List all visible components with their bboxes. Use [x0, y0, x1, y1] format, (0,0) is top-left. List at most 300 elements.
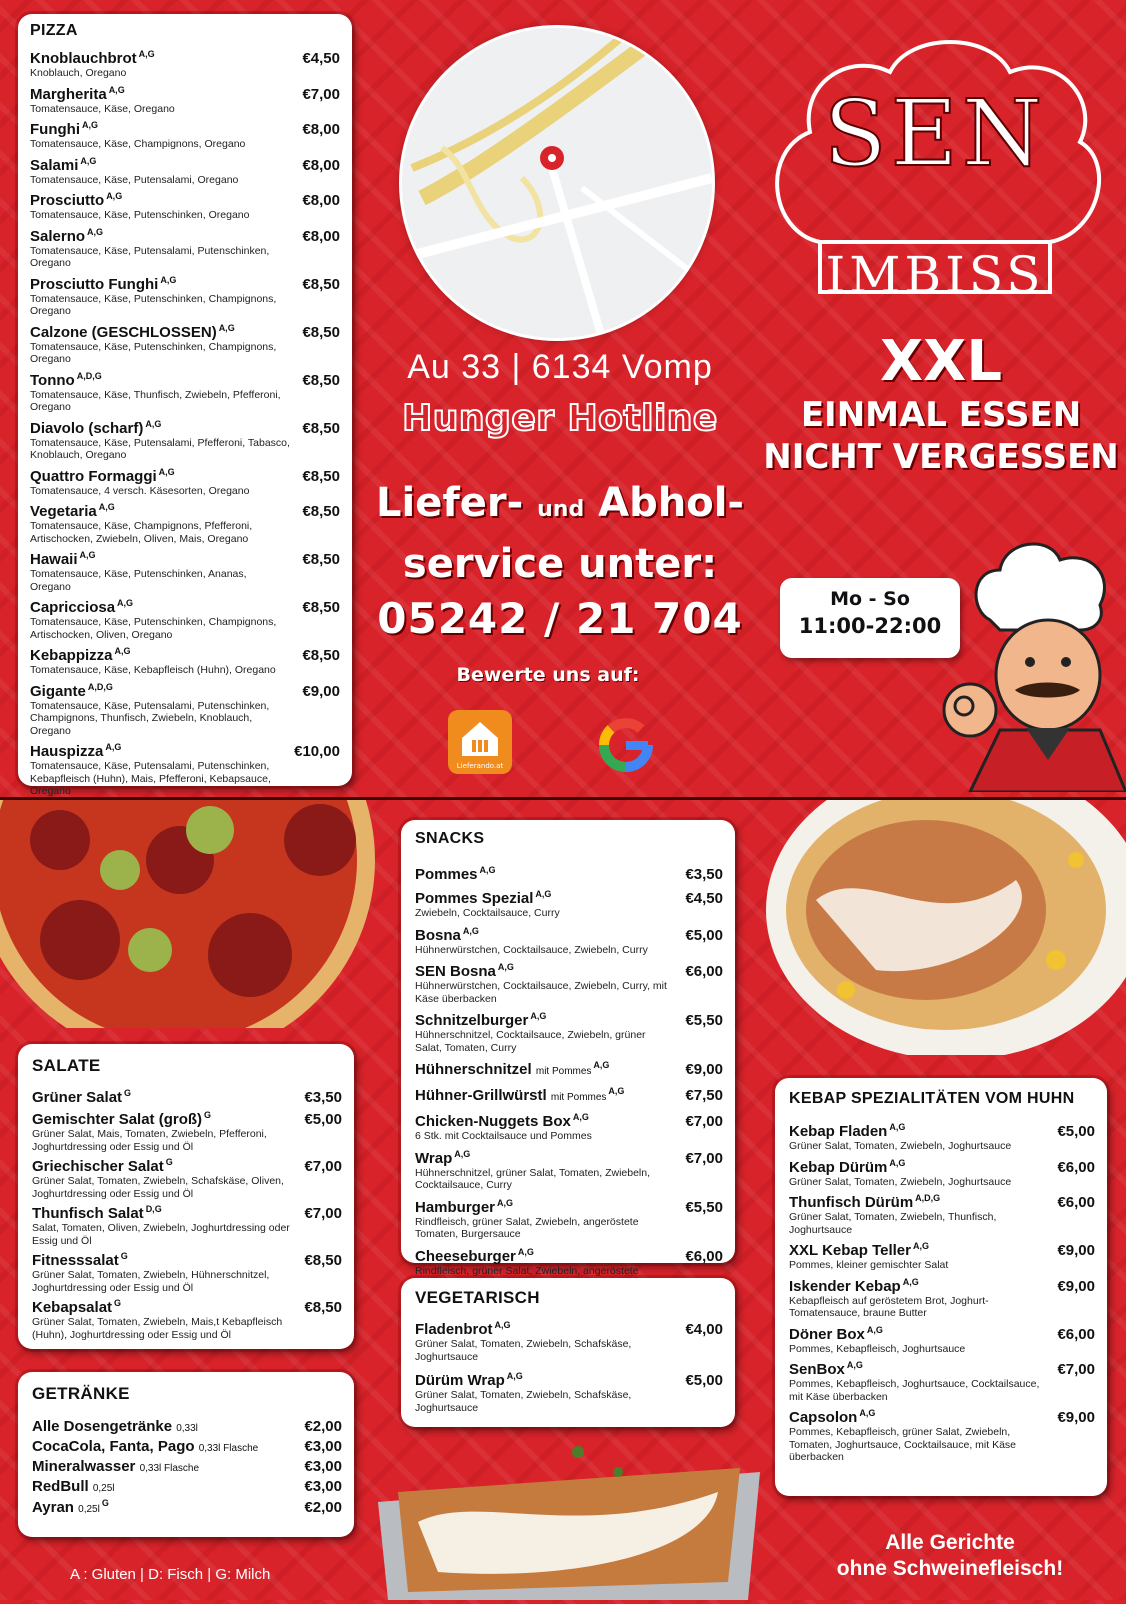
menu-item — [789, 1325, 1095, 1356]
menu-item-allergens: A,G — [889, 1157, 906, 1168]
menu-item-name — [32, 1498, 109, 1516]
salate-menu-card — [18, 1044, 354, 1349]
menu-item — [30, 547, 340, 593]
no-pork-note — [800, 1530, 1100, 1582]
menu-item — [415, 1195, 723, 1241]
menu-item-name-text: CocaCola, Fanta, Pago — [32, 1438, 195, 1455]
menu-item-price: €8,50 — [302, 323, 340, 341]
menu-item — [789, 1158, 1095, 1189]
menu-item-allergens: A,G — [859, 1408, 876, 1418]
pizza-photo — [0, 800, 380, 1028]
menu-item-description: Salat, Tomaten, Oliven, Zwiebeln, Joghurtdressing oder Essig und Öl — [32, 1222, 290, 1247]
logo-name: SEN — [823, 80, 1047, 187]
menu-item-price: €4,50 — [302, 50, 340, 67]
menu-item-description: Knoblauch, Oregano — [30, 67, 127, 79]
menu-item-allergens: A,G — [87, 226, 104, 237]
menu-item-name — [30, 368, 102, 389]
menu-item-allergens: A,G — [530, 1011, 547, 1021]
menu-item-allergens: A,D,G — [87, 681, 113, 692]
menu-item-name — [30, 117, 98, 138]
menu-item-name-text: Dürüm Wrap — [415, 1372, 505, 1389]
pizza-photo-graphic — [0, 800, 380, 1028]
menu-item-name — [789, 1241, 929, 1259]
menu-item — [32, 1458, 342, 1475]
menu-item-allergens: G — [165, 1157, 173, 1167]
menu-item-name — [32, 1110, 211, 1128]
menu-item-name-text: SenBox — [789, 1361, 845, 1378]
menu-item — [30, 679, 340, 738]
menu-item-name-text: Bosna — [415, 926, 461, 944]
menu-item — [32, 1478, 342, 1495]
menu-item-allergens: G — [124, 1088, 132, 1098]
menu-item-description: Grüner Salat, Tomaten, Zwiebeln, Schafskäse, Joghurtsauce — [415, 1338, 632, 1363]
menu-item — [32, 1438, 342, 1455]
opening-days: Mo - So — [830, 588, 910, 610]
menu-item-name-text: Kebappizza — [30, 647, 113, 664]
menu-item-name-text: Knoblauchbrot — [30, 50, 137, 67]
menu-item-description: Tomatensauce, Käse, Putenschinken, Oregano — [30, 209, 250, 221]
menu-item-price: €6,00 — [685, 1247, 723, 1265]
menu-item-price: €6,00 — [1057, 1325, 1095, 1343]
no-pork-line2: ohne Schweinefleisch! — [836, 1557, 1064, 1580]
service-abhol: Abhol- — [598, 480, 744, 526]
menu-item-note: mit Pommes — [550, 1092, 607, 1103]
kebap-plate-photo — [756, 800, 1126, 1055]
menu-item-price: €7,00 — [685, 1113, 723, 1130]
menu-item-name — [32, 1478, 115, 1495]
menu-item-name-text: Funghi — [30, 121, 80, 138]
menu-item-price: €9,00 — [302, 682, 340, 700]
getraenke-menu-card — [18, 1372, 354, 1537]
doener-box-photo — [378, 1432, 760, 1600]
menu-item-description: Tomatensauce, Käse, Putenschinken, Ananas, Oregano — [30, 568, 247, 593]
menu-item-name-text: Hamburger — [415, 1198, 496, 1216]
menu-item-allergens: G — [204, 1110, 212, 1120]
menu-item-name — [30, 82, 125, 103]
menu-item-name — [30, 643, 131, 664]
menu-item-price: €7,00 — [1057, 1361, 1095, 1378]
logo-sub: IMBISS — [825, 246, 1045, 304]
google-icon[interactable] — [594, 713, 658, 777]
snacks-menu-card — [401, 820, 735, 1277]
menu-item-allergens: A,G — [846, 1360, 863, 1370]
menu-item-name — [415, 1371, 523, 1389]
menu-item-allergens: A,G — [79, 550, 96, 560]
menu-item-description: Zwiebeln, Cocktailsauce, Curry — [415, 907, 560, 919]
snacks-list — [415, 862, 723, 1290]
menu-item-name — [30, 272, 176, 293]
google-g-graphic — [594, 713, 658, 777]
menu-item-allergens: A,G — [494, 1320, 511, 1330]
menu-item-description: Tomatensauce, Käse, Putensalami, Pfefferoni, Tabasco, Knoblauch, Oregano — [30, 436, 290, 461]
menu-item — [30, 368, 340, 414]
menu-item — [30, 188, 340, 222]
vegetarisch-title: VEGETARISCH — [415, 1288, 540, 1307]
menu-item — [30, 643, 340, 677]
menu-item-description: Tomatensauce, Käse, Putensalami, Putenschinken, Champignons, Thunfisch, Zwiebeln, Knoblauch, Oregano — [30, 699, 270, 737]
menu-item-name — [30, 464, 175, 485]
menu-item-name — [415, 959, 514, 980]
menu-item-price: €3,00 — [304, 1438, 342, 1455]
menu-item-name-text: Pommes Spezial — [415, 890, 534, 907]
menu-item-description: Rindfleisch, grüner Salat, Zwiebeln, angeröstete Tomaten, Burgersauce — [415, 1215, 639, 1240]
menu-item-note: 0,25l — [92, 1483, 115, 1494]
doener-box-graphic — [378, 1432, 760, 1600]
menu-item-name-text: Thunfisch Dürüm — [789, 1194, 914, 1211]
menu-item-price: €3,00 — [304, 1458, 342, 1475]
menu-item-description: Kebapfleisch auf geröstetem Brot, Joghurt-Tomatensauce, braune Butter — [789, 1294, 989, 1319]
pizza-menu-card — [18, 14, 352, 797]
menu-item-allergens: A,G — [913, 1241, 930, 1251]
menu-item-price: €6,00 — [1057, 1194, 1095, 1211]
menu-item-price: €2,00 — [304, 1418, 342, 1435]
menu-item-name — [415, 1109, 589, 1130]
menu-item-name — [30, 416, 161, 437]
menu-item — [415, 1057, 723, 1080]
menu-item-allergens: A,G — [902, 1276, 919, 1287]
menu-item-price: €7,00 — [304, 1158, 342, 1175]
opening-time: 11:00-22:00 — [798, 614, 942, 638]
menu-item-allergens: A,G — [497, 1197, 514, 1208]
menu-item-allergens: A,G — [479, 865, 496, 875]
menu-item — [415, 959, 723, 1005]
menu-item-allergens: A,G — [145, 418, 162, 429]
menu-item-description: Tomatensauce, Käse, Putensalami, Oregano — [30, 173, 239, 186]
menu-item-price: €7,00 — [304, 1205, 342, 1222]
menu-item-description: Hühnerwürstchen, Cocktailsauce, Zwiebeln, Curry, mit Käse überbacken — [415, 980, 667, 1005]
menu-item-price: €7,50 — [685, 1087, 723, 1104]
menu-item — [32, 1251, 342, 1294]
menu-item-allergens: A,D,G — [915, 1193, 941, 1203]
menu-item-name-text: Fladenbrot — [415, 1321, 493, 1338]
phone-number[interactable]: 05242 / 21 704 — [377, 594, 743, 643]
menu-item-description: Tomatensauce, Käse, Champignons, Pfefferoni, Artischocken, Zwiebeln, Oliven, Mais, Oregano — [30, 520, 253, 545]
menu-item-name-text: Iskender Kebap — [789, 1277, 901, 1295]
menu-item-name — [415, 923, 479, 944]
rate-us-label: Bewerte uns auf: — [456, 664, 640, 686]
menu-item — [30, 595, 340, 641]
menu-item — [30, 117, 340, 151]
menu-item-allergens: A,G — [108, 84, 125, 95]
menu-item-allergens: A,G — [106, 191, 123, 201]
menu-item — [30, 82, 340, 116]
menu-item-price: €6,00 — [1057, 1158, 1095, 1176]
menu-item — [789, 1241, 1095, 1272]
menu-item — [789, 1408, 1095, 1464]
menu-item-price: €10,00 — [294, 743, 340, 760]
menu-item-name-text: Fitnesssalat — [32, 1252, 119, 1269]
menu-item-name — [415, 1320, 511, 1338]
menu-item-name — [32, 1157, 173, 1175]
menu-item-name-text: Chicken-Nuggets Box — [415, 1113, 571, 1130]
menu-item-name — [32, 1298, 121, 1316]
menu-item-price: €8,00 — [302, 156, 340, 174]
menu-item-name — [32, 1438, 258, 1455]
menu-item-price: €5,00 — [685, 926, 723, 944]
menu-item-price: €5,50 — [685, 1012, 723, 1029]
menu-item-allergens: A,G — [138, 49, 155, 59]
chef-mascot-icon — [930, 530, 1126, 792]
menu-item-allergens: A,G — [608, 1086, 625, 1096]
menu-item-allergens: A,G — [462, 925, 479, 936]
menu-item-description: Tomatensauce, Käse, Putenschinken, Champignons, Oregano — [30, 292, 277, 317]
menu-item-description: Tomatensauce, Käse, Kebapfleisch (Huhn), Oregano — [30, 664, 276, 676]
menu-item — [30, 272, 340, 318]
lieferando-icon[interactable] — [448, 710, 512, 774]
menu-item-price: €8,50 — [302, 599, 340, 616]
menu-item-note: 0,33l Flasche — [198, 1443, 259, 1454]
menu-item-name-text: Alle Dosengetränke — [32, 1418, 173, 1435]
menu-item-price: €2,00 — [304, 1499, 342, 1516]
menu-item-allergens: G — [101, 1498, 109, 1508]
menu-item-allergens: A,G — [160, 274, 177, 285]
menu-item-name — [30, 153, 96, 174]
menu-item — [415, 862, 723, 883]
menu-item-name-text: Gemischter Salat (groß) — [32, 1111, 203, 1128]
menu-item-name-text: Wrap — [415, 1149, 453, 1167]
service-liefer: Liefer- — [376, 480, 524, 526]
menu-item-name-text: Capricciosa — [30, 599, 116, 616]
hunger-hotline-heading: Hunger Hotline — [402, 398, 718, 439]
menu-item-name-text: Hawaii — [30, 551, 78, 568]
menu-item-name — [415, 1083, 624, 1106]
kebap-plate-graphic — [756, 800, 1126, 1055]
menu-item-allergens: A,G — [572, 1112, 589, 1122]
menu-item-allergens: A,G — [593, 1060, 610, 1070]
menu-item-description: 6 Stk. mit Cocktailsauce und Pommes — [415, 1130, 592, 1142]
sen-imbiss-logo — [760, 22, 1110, 322]
menu-item-name — [789, 1122, 905, 1140]
menu-item — [32, 1204, 342, 1247]
kebap-menu-card — [775, 1078, 1107, 1496]
menu-item-name-text: Kebapsalat — [32, 1299, 113, 1316]
menu-item-price: €9,00 — [685, 1061, 723, 1078]
menu-item-name — [415, 1146, 470, 1167]
menu-item — [32, 1157, 342, 1200]
menu-item-allergens: A,G — [158, 466, 175, 477]
menu-item — [415, 1083, 723, 1106]
menu-item-name-text: Ayran — [32, 1499, 74, 1516]
menu-item-name-text: Hühnerschnitzel — [415, 1061, 532, 1078]
menu-item-name-text: Kebap Dürüm — [789, 1158, 888, 1176]
menu-item-name-text: RedBull — [32, 1478, 89, 1495]
menu-item — [30, 739, 340, 798]
menu-item-name-text: Hauspizza — [30, 743, 104, 760]
menu-item-name-text: Döner Box — [789, 1325, 865, 1343]
menu-item-description: Grüner Salat, Tomaten, Zwiebeln, Hühnerschnitzel, Joghurtdressing oder Essig und Öl — [32, 1269, 270, 1294]
salate-list — [32, 1088, 342, 1341]
menu-item-note: 0,25l — [78, 1504, 100, 1515]
salate-title: SALATE — [32, 1056, 101, 1075]
menu-item — [415, 1371, 723, 1414]
menu-item-price: €8,50 — [302, 371, 340, 389]
menu-item-name-text: Mineralwasser — [32, 1458, 136, 1475]
menu-item-name-text: Prosciutto — [30, 192, 105, 209]
menu-item-price: €5,50 — [685, 1198, 723, 1216]
getraenke-title: GETRÄNKE — [32, 1384, 130, 1403]
slogan-xxl: XXL — [879, 329, 1003, 394]
menu-item-name-text: Salami — [30, 156, 79, 174]
menu-item-name-text: Tonno — [30, 371, 75, 389]
menu-item-name-text: Cheeseburger — [415, 1247, 516, 1265]
no-pork-line1: Alle Gerichte — [885, 1531, 1015, 1554]
getraenke-list — [32, 1418, 342, 1516]
menu-item-description: Grüner Salat, Tomaten, Zwiebeln, Schafskäse, Joghurtsauce — [415, 1389, 632, 1414]
menu-item-description: Hühnerwürstchen, Cocktailsauce, Zwiebeln, Curry — [415, 943, 648, 956]
menu-item-name-text: Griechischer Salat — [32, 1158, 164, 1175]
menu-item-name-text: Quattro Formaggi — [30, 467, 157, 485]
menu-item-name-text: Margherita — [30, 85, 107, 103]
menu-item-allergens: A,G — [506, 1371, 523, 1381]
menu-item-price: €9,00 — [1057, 1277, 1095, 1295]
menu-item — [32, 1418, 342, 1435]
menu-item-name — [32, 1088, 131, 1106]
menu-item-description: Tomatensauce, Käse, Putensalami, Putenschinken, Kebapfleisch (Huhn), Mais, Pfefferoni, Kebapsauce, Oregano — [30, 760, 271, 797]
menu-item-description: Tomatensauce, Käse, Champignons, Oregano — [30, 138, 246, 150]
menu-item-name — [789, 1325, 883, 1343]
menu-item-name — [30, 547, 96, 568]
kebap-title: KEBAP SPEZIALITÄTEN VOM HUHN — [789, 1090, 1075, 1107]
menu-item — [415, 923, 723, 957]
kebap-list — [789, 1122, 1095, 1464]
menu-item-price: €8,00 — [302, 121, 340, 138]
menu-item-allergens: A,G — [98, 502, 115, 512]
menu-item-name — [789, 1193, 940, 1211]
menu-item-name — [415, 1057, 609, 1080]
menu-item-price: €5,00 — [1057, 1123, 1095, 1140]
menu-item-price: €7,00 — [685, 1149, 723, 1167]
menu-item-description: Tomatensauce, Käse, Putenschinken, Champignons, Artischocken, Oliven, Oregano — [30, 616, 277, 641]
menu-item-name — [789, 1158, 905, 1176]
menu-item-allergens: A,G — [117, 598, 134, 608]
menu-item — [415, 1320, 723, 1363]
menu-item — [789, 1360, 1095, 1403]
vegetarisch-list — [415, 1320, 723, 1414]
menu-item-description: Grüner Salat, Tomaten, Zwiebeln, Mais,t Kebapfleisch (Huhn), Joghurtdressing oder Essig und Öl — [32, 1316, 283, 1341]
menu-item-name — [415, 1008, 546, 1029]
allergen-legend: A : Gluten | D: Fisch | G: Milch — [70, 1566, 271, 1583]
menu-item-name-text: Grüner Salat — [32, 1089, 123, 1106]
menu-item-allergens: A,G — [80, 155, 97, 166]
menu-item-description: Grüner Salat, Tomaten, Zwiebeln, Joghurtsauce — [789, 1175, 1012, 1188]
menu-item-allergens: A,G — [535, 889, 552, 899]
menu-item-price: €5,00 — [685, 1372, 723, 1389]
menu-item-allergens: G — [114, 1298, 122, 1308]
menu-item-description: Tomatensauce, Käse, Putenschinken, Champignons, Oregano — [30, 340, 277, 365]
menu-item-name-text: Thunfisch Salat — [32, 1205, 144, 1222]
menu-item — [415, 1008, 723, 1054]
menu-item-name — [415, 886, 551, 907]
menu-item-allergens: A,G — [218, 322, 235, 333]
menu-item-price: €8,50 — [302, 551, 340, 568]
menu-item-name-text: Schnitzelburger — [415, 1012, 529, 1029]
menu-item-name — [415, 1195, 513, 1216]
menu-item-name-text: Kebap Fladen — [789, 1123, 888, 1140]
menu-item-price: €5,00 — [304, 1111, 342, 1128]
menu-item-name-text: Calzone (GESCHLOSSEN) — [30, 323, 217, 341]
menu-item-price: €3,00 — [304, 1478, 342, 1495]
menu-item-price: €4,50 — [685, 890, 723, 907]
menu-item — [789, 1277, 1095, 1320]
menu-item-name — [415, 862, 496, 883]
delivery-service-text — [366, 476, 754, 647]
menu-item-name — [30, 499, 115, 520]
menu-item — [30, 46, 340, 80]
menu-item-description: Grüner Salat, Tomaten, Zwiebeln, Schafskäse, Oliven, Joghurtdressing oder Essig und Öl — [32, 1175, 284, 1200]
menu-item-name — [30, 595, 133, 616]
menu-item-name — [30, 46, 155, 67]
menu-item-description: Grüner Salat, Tomaten, Zwiebeln, Joghurtsauce — [789, 1140, 1012, 1152]
menu-item-allergens: A,G — [517, 1246, 534, 1257]
menu-item-name — [415, 1244, 534, 1265]
menu-item-name — [32, 1418, 198, 1435]
menu-item-name — [32, 1204, 162, 1222]
menu-item-name — [30, 188, 122, 209]
menu-item-price: €8,50 — [304, 1299, 342, 1316]
menu-item-name-text: Diavolo (scharf) — [30, 419, 144, 437]
menu-item-description: Pommes, Kebapfleisch, Joghurtsauce — [789, 1342, 966, 1355]
vegetarisch-menu-card — [401, 1278, 735, 1427]
menu-item-description: Grüner Salat, Tomaten, Zwiebeln, Thunfisch, Joghurtsauce — [789, 1211, 997, 1236]
menu-item — [30, 499, 340, 545]
menu-item — [30, 464, 340, 498]
menu-item-allergens: A,G — [81, 120, 98, 130]
menu-item-description: Tomatensauce, Käse, Oregano — [30, 102, 175, 115]
menu-item-name-text: Gigante — [30, 682, 86, 700]
menu-item-name — [30, 224, 103, 245]
menu-item-name-text: SEN Bosna — [415, 963, 496, 980]
chef-mascot-graphic — [930, 530, 1126, 792]
menu-item-allergens: G — [120, 1251, 128, 1261]
menu-item-allergens: A,G — [889, 1122, 906, 1132]
menu-item-name — [30, 679, 113, 700]
menu-item-name-text: Prosciutto Funghi — [30, 275, 159, 293]
menu-item-allergens: A,G — [114, 646, 131, 656]
menu-item-name — [789, 1277, 919, 1295]
menu-item — [415, 1109, 723, 1143]
menu-item — [30, 153, 340, 187]
slogan — [756, 330, 1126, 478]
menu-item-name — [32, 1458, 199, 1475]
menu-item-description: Pommes, Kebapfleisch, Joghurtsauce, Cocktailsauce, mit Käse überbacken — [789, 1378, 1040, 1403]
map-graphic — [402, 28, 712, 338]
menu-item — [415, 886, 723, 920]
menu-item-price: €8,50 — [302, 467, 340, 485]
menu-item-note: mit Pommes — [535, 1066, 592, 1077]
snacks-title: SNACKS — [415, 830, 485, 847]
menu-item-allergens: A,G — [454, 1148, 471, 1159]
menu-item-description: Grüner Salat, Mais, Tomaten, Zwiebeln, Pfefferoni, Joghurtdressing oder Essig und Öl — [32, 1128, 267, 1153]
address: Au 33 | 6134 Vomp — [407, 348, 713, 386]
location-map[interactable] — [402, 28, 712, 338]
menu-item-price: €7,00 — [302, 85, 340, 103]
menu-item — [32, 1298, 342, 1341]
menu-item-name — [789, 1360, 863, 1378]
menu-item-name — [30, 739, 121, 760]
menu-item-price: €8,50 — [302, 647, 340, 664]
menu-item-price: €8,50 — [302, 503, 340, 520]
menu-item-description: Tomatensauce, Käse, Putensalami, Putenschinken, Oregano — [30, 244, 270, 269]
menu-item — [32, 1498, 342, 1516]
menu-item — [789, 1193, 1095, 1236]
service-line2: service unter: — [402, 541, 718, 587]
menu-item-description: Tomatensauce, Käse, Thunfisch, Zwiebeln, Pfefferoni, Oregano — [30, 388, 281, 413]
menu-item-price: €8,50 — [302, 275, 340, 293]
menu-item — [32, 1088, 342, 1106]
menu-item-price: €4,00 — [685, 1321, 723, 1338]
menu-item-price: €9,00 — [1057, 1242, 1095, 1259]
menu-item-price: €6,00 — [685, 963, 723, 980]
